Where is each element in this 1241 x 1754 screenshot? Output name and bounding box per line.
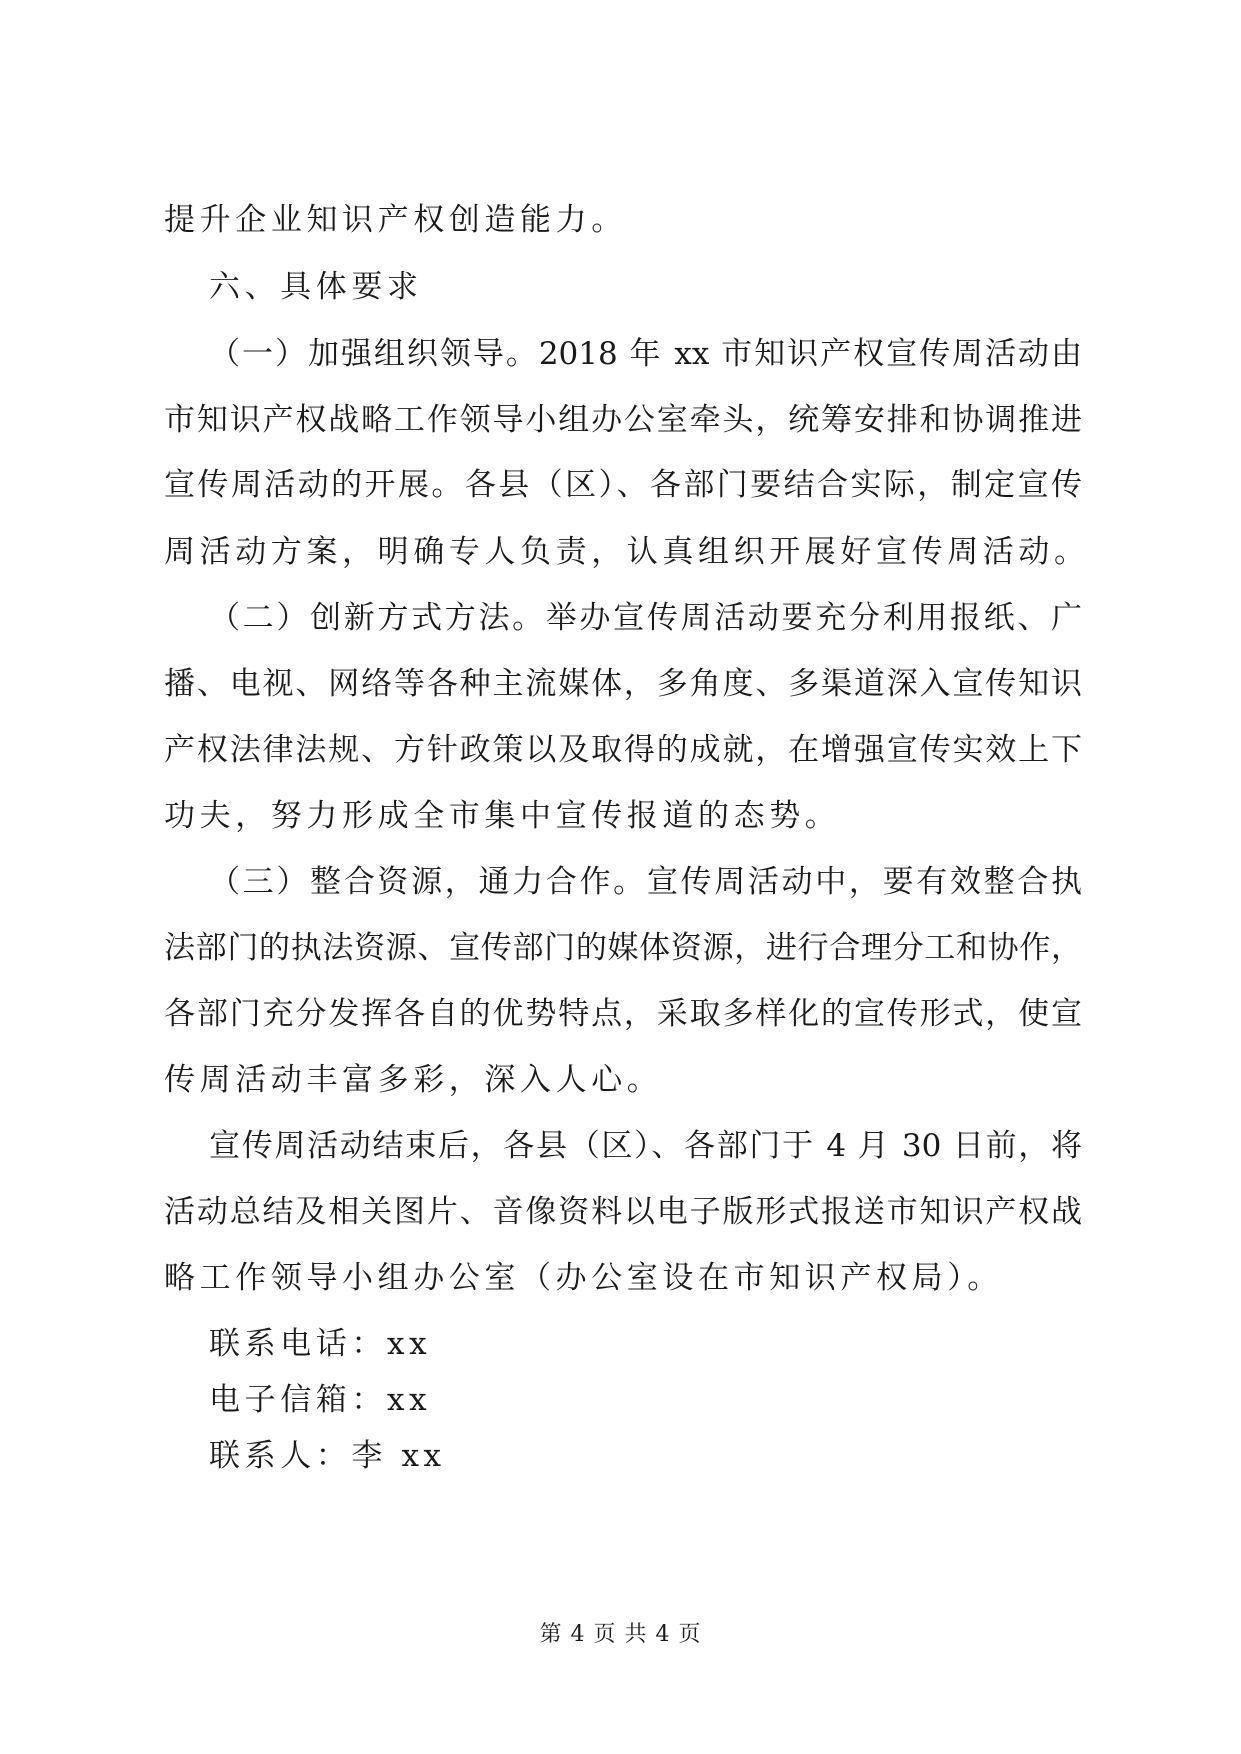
contact-phone: 联系电话：xx (209, 1326, 432, 1362)
body-line: （二）创新方式方法。举办宣传周活动要充分利用报纸、广 (209, 600, 1082, 636)
page-footer: 第 4 页 共 4 页 (539, 1622, 702, 1647)
contact-person: 联系人：李 xx (209, 1438, 446, 1474)
section-heading: 六、具体要求 (209, 269, 423, 305)
body-line: （一）加强组织领导。2018 年 xx 市知识产权宣传周活动由 (209, 336, 1082, 372)
body-line: 传周活动丰富多彩，深入人心。 (164, 1062, 663, 1098)
body-line: 市知识产权战略工作领导小组办公室牵头，统筹安排和协调推进 (164, 402, 1082, 438)
body-line: 宣传周活动结束后，各县（区）、各部门于 4 月 30 日前，将 (209, 1128, 1082, 1164)
body-line: （三）整合资源，通力合作。宣传周活动中，要有效整合执 (209, 864, 1082, 900)
body-line: 提升企业知识产权创造能力。 (164, 202, 627, 238)
body-line: 功夫，努力形成全市集中宣传报道的态势。 (164, 798, 841, 834)
body-line: 略工作领导小组办公室（办公室设在市知识产权局）。 (164, 1260, 1003, 1296)
body-line: 活动总结及相关图片、音像资料以电子版形式报送市知识产权战 (164, 1194, 1082, 1230)
body-line: 各部门充分发挥各自的优势特点，采取多样化的宣传形式，使宣 (164, 996, 1082, 1032)
body-line: 法部门的执法资源、宣传部门的媒体资源，进行合理分工和协作， (164, 930, 1082, 966)
contact-email: 电子信箱：xx (209, 1382, 432, 1418)
body-line: 产权法律法规、方针政策以及取得的成就，在增强宣传实效上下 (164, 732, 1082, 768)
body-line: 宣传周活动的开展。各县（区）、各部门要结合实际，制定宣传 (164, 467, 1082, 503)
body-line: 播、电视、网络等各种主流媒体，多角度、多渠道深入宣传知识 (164, 666, 1082, 702)
body-line: 周活动方案，明确专人负责，认真组织开展好宣传周活动。 (164, 534, 1090, 570)
